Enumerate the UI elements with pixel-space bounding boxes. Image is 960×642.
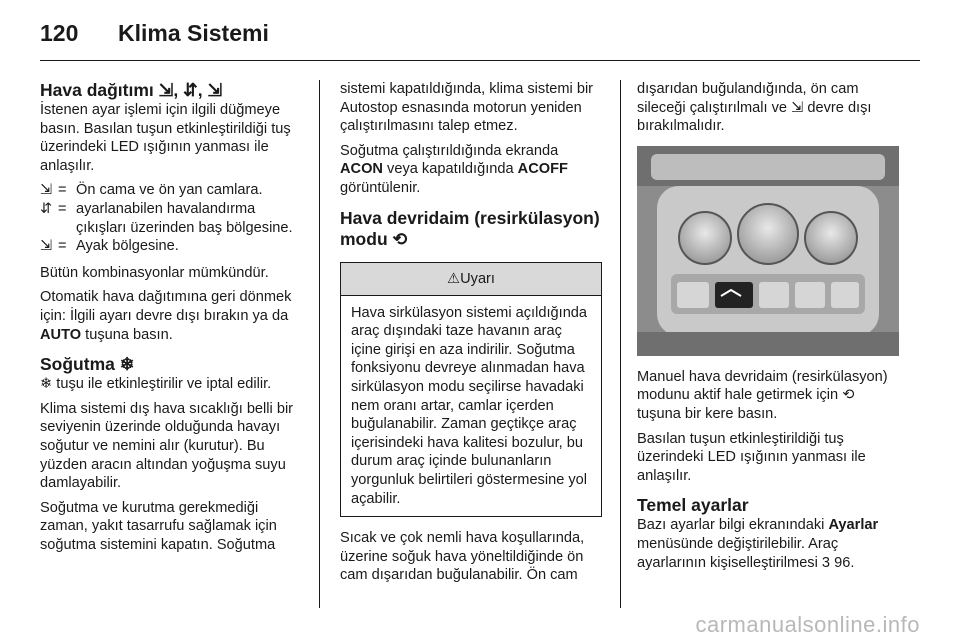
- paragraph: Sıcak ve çok nemli hava koşullarında, üzerine soğuk hava yöneltildiğinde ön cam dışarıdan buğulanabilir. Ön cam: [340, 530, 585, 584]
- paragraph: Manuel hava devridaim (resirkülasyon) modunu aktif hale getirmek için ⟲ tuşuna bir kere basın.: [637, 368, 888, 422]
- column-divider: [319, 80, 320, 608]
- head-air-icon: ⇵: [40, 200, 53, 217]
- page-header: [40, 20, 920, 60]
- paragraph: Bazı ayarlar bilgi ekranındaki Ayarlar menüsünde değiştirilebilir. Araç ayarlarının kişiselleştirilmesi 3 96.: [637, 517, 879, 571]
- definition-list: [40, 181, 302, 255]
- definition-item: ⇵ = ayarlanabilen havalandırma çıkışları üzerinden baş bölgesine.: [40, 200, 293, 236]
- column-divider: [620, 80, 621, 608]
- paragraph: Basılan tuşun etkinleştirildiği tuş üzerindeki LED ışığının yanması ile anlaşılır.: [637, 430, 866, 484]
- paragraph: sistemi kapatıldığında, klima sistemi bir Autostop esnasında motorun yeniden çalıştırılmasını talep etmez.: [340, 81, 594, 135]
- section-heading-air-distribution: Hava dağıtımı ⇲, ⇵, ⇲: [40, 80, 223, 100]
- column-2: [340, 80, 602, 591]
- section-heading-basic-settings: Temel ayarlar: [637, 495, 749, 516]
- page-number: 120: [40, 20, 79, 46]
- paragraph: Klima sistemi dış hava sıcaklığı belli bir seviyenin üzerinde olduğunda havayı soğutur ve nemini alır (kurutur). Bu yüzden aracın altından yoğuşma suyu damlayabilir.: [40, 400, 294, 492]
- air-distribution-icons: ⇲, ⇵, ⇲: [158, 80, 223, 100]
- cooling-icon: ❄: [119, 354, 135, 375]
- section-heading-recirculation: Hava devridaim (resirkülasyon) modu ⟲: [340, 207, 600, 249]
- cooling-icon: ❄: [40, 376, 53, 393]
- paragraph: ❄ tuşu ile etkinleştirilir ve iptal edilir.: [40, 376, 272, 393]
- warning-box: [340, 262, 602, 518]
- page-reference-icon: 3: [821, 554, 831, 571]
- column-3: [637, 80, 902, 578]
- paragraph: İstenen ayar işlemi için ilgili düğmeye basın. Basılan tuşun etkinleştirildiği tuş üzerindeki LED ışığının yanması ile anlaşılır.: [40, 102, 291, 174]
- header-rule: [40, 60, 920, 61]
- column-1: [40, 80, 302, 560]
- recirculation-icon: ⟲: [392, 228, 408, 249]
- climate-panel-illustration: [637, 146, 899, 356]
- page-title: Klima Sistemi: [118, 20, 269, 46]
- watermark: carmanualsonline.info: [695, 612, 920, 637]
- paragraph: Otomatik hava dağıtımına geri dönmek için: İlgili ayarı devre dışı bırakın ya da AUTO tuşuna basın.: [40, 289, 292, 343]
- warning-header: [341, 263, 601, 296]
- definition-item: ⇲ = Ayak bölgesine.: [40, 238, 179, 255]
- recirculation-icon: ⟲: [842, 387, 855, 404]
- paragraph: Soğutma ve kurutma gerekmediği zaman, yakıt tasarrufu sağlamak için soğutma sistemini kapatın. Soğutma: [40, 499, 277, 553]
- section-heading-cooling: Soğutma ❄: [40, 354, 135, 375]
- footwell-air-icon: ⇲: [40, 238, 53, 255]
- climate-control-panel-image: [637, 146, 899, 356]
- warning-icon: ⚠: [447, 270, 461, 287]
- windscreen-air-icon: ⇲: [791, 99, 804, 116]
- paragraph: Soğutma çalıştırıldığında ekranda ACON veya kapatıldığında ACOFF görüntülenir.: [340, 142, 568, 196]
- warning-text: Hava sirkülasyon sistemi açıldığında araç dışındaki taze havanın araç içine girişi en aza indirilir. Soğutma fonksiyonu devreye alınmadan hava sirkülasyon modu seçilirse havadaki nem oranı artar, camlar içerden buğulanabilir. Zaman geçtikçe araç içerisindeki hava kalitesi bozulur, bu durum araç içinde bulunanların yorgunluk belirtileri göstermesine yol açabilir.: [351, 304, 588, 507]
- paragraph: Bütün kombinasyonlar mümkündür.: [40, 264, 269, 281]
- paragraph: dışarıdan buğulandığında, ön cam sileceği çalıştırılmalı ve ⇲ devre dışı bırakılmalıdır.: [637, 81, 872, 135]
- definition-item: ⇲ = Ön cama ve ön yan camlara.: [40, 182, 263, 199]
- windscreen-air-icon: ⇲: [40, 182, 53, 199]
- warning-title: Uyarı: [460, 270, 495, 287]
